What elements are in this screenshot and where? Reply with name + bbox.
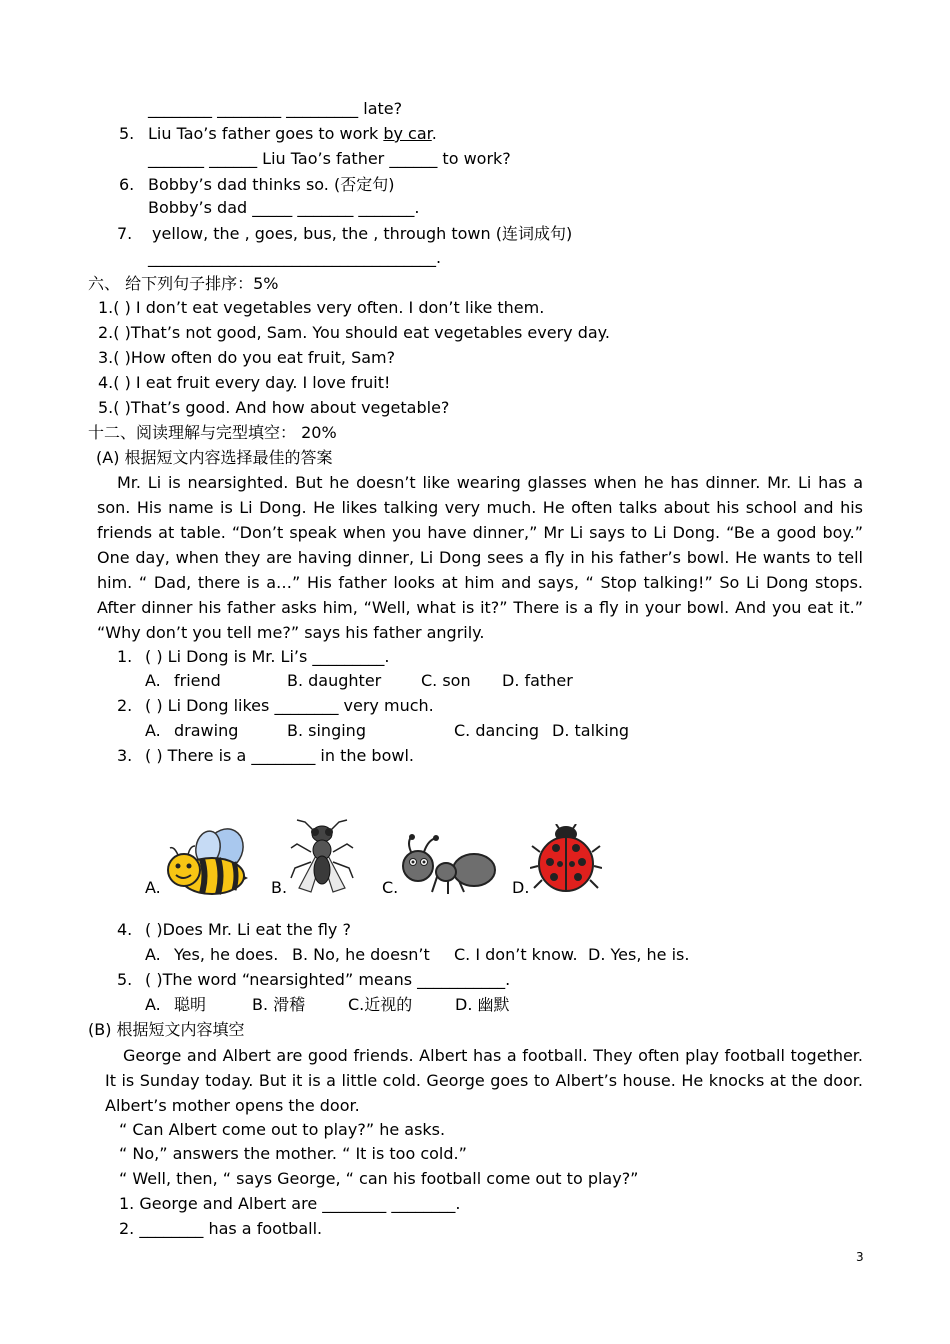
option-a-label: A. [145, 721, 161, 740]
q5-number: 5. [119, 124, 135, 143]
q5-end: . [431, 124, 437, 143]
option-d: D. Yes, he is. [588, 945, 690, 964]
question-number: 2. [117, 696, 133, 715]
dialogue-line: “ No,” answers the mother. “ It is too cold.” [119, 1144, 467, 1163]
order-item: 2.( )That’s not good, Sam. You should eat vegetables every day. [98, 323, 610, 342]
part-a-passage: Mr. Li is nearsighted. But he doesn’t like wearing glasses when he has dinner. Mr. Li has a son. His name is Li Dong. He likes talking very much. He often talks about his school and his friends at table. “Don’t speak when you have dinner,” Mr Li says to Li Dong. “Be a good boy.” One day, when they are having dinner, Li Dong sees a fly in his father’s bowl. He wants to tell him. “ Dad, there is a…” His father looks at him and says, “ Stop talking!” So Li Dong stops. After dinner his father asks him, “Well, what is it?” There is a fly in your bowl. And you eat it.” “Why don’t you tell me?” says his father angrily. [97, 473, 863, 642]
option-a: drawing [174, 721, 239, 740]
page-number: 3 [856, 1250, 864, 1264]
part-b-title: (B) 根据短文内容填空 [88, 1020, 245, 1039]
dialogue-line: “ Well, then, “ says George, “ can his football come out to play?” [119, 1169, 639, 1188]
question-stem: ( ) There is a ________ in the bowl. [145, 746, 414, 765]
picture-label-a: A. [145, 878, 161, 897]
option-c: C. son [421, 671, 471, 690]
q5-text: Liu Tao’s father goes to work [148, 124, 384, 143]
question-number: 5. [117, 970, 133, 989]
option-c: C. dancing [454, 721, 539, 740]
question-number: 3. [117, 746, 133, 765]
dialogue-line: “ Can Albert come out to play?” he asks. [119, 1120, 446, 1139]
picture-label-b: B. [271, 878, 288, 897]
question-number: 1. [117, 647, 133, 666]
option-b: B. daughter [287, 671, 382, 690]
option-a: Yes, he does. [174, 945, 279, 964]
option-d: D. talking [552, 721, 630, 740]
fly-icon [287, 818, 357, 898]
question-stem: ( ) Li Dong likes ________ very much. [145, 696, 434, 715]
q5-underlined: by car [383, 124, 432, 143]
option-c: C.近视的 [348, 995, 413, 1014]
section-6-heading: 六、 给下列句子排序：5% [88, 274, 279, 293]
ladybug-icon [530, 824, 602, 896]
q6-number: 6. [119, 175, 135, 194]
question-stem: ( )Does Mr. Li eat the fly ? [145, 920, 351, 939]
order-item: 4.( ) I eat fruit every day. I love fruit! [98, 373, 391, 392]
option-b: B. singing [287, 721, 366, 740]
q7-answer-line: ____________________________________. [148, 248, 442, 267]
q7-number: 7. [117, 224, 133, 243]
option-a: friend [174, 671, 221, 690]
picture-label-c: C. [382, 878, 399, 897]
option-b: B. 滑稽 [252, 995, 306, 1014]
question-stem: ( ) Li Dong is Mr. Li’s _________. [145, 647, 390, 666]
option-c: C. I don’t know. [454, 945, 578, 964]
question-number: 4. [117, 920, 133, 939]
q4-answer-line: ________ ________ _________ late? [148, 99, 403, 118]
option-a: 聪明 [174, 995, 207, 1014]
part-b-passage: George and Albert are good friends. Albert has a football. They often play football together. It is Sunday today. But it is a little cold. George goes to Albert’s house. He knocks at the door. Albert’s mother opens the door. [105, 1046, 863, 1115]
option-a-label: A. [145, 671, 161, 690]
bee-icon [162, 826, 248, 896]
option-b: B. No, he doesn’t [292, 945, 430, 964]
option-a-label: A. [145, 945, 161, 964]
order-item: 3.( )How often do you eat fruit, Sam? [98, 348, 396, 367]
q6-answer-line: Bobby’s dad _____ _______ _______. [148, 198, 420, 217]
order-item: 5.( )That’s good. And how about vegetable? [98, 398, 450, 417]
section-12-heading: 十二、阅读理解与完型填空： 20% [88, 423, 337, 442]
order-item: 1.( ) I don’t eat vegetables very often. I don’t like them. [98, 298, 545, 317]
option-d: D. father [502, 671, 573, 690]
q5-sentence [148, 124, 437, 144]
q6-sentence: Bobby’s dad thinks so. (否定句) [148, 175, 395, 194]
question-stem: ( )The word “nearsighted” means ___________. [145, 970, 511, 989]
ant-icon [398, 834, 498, 896]
fill-question: 2. ________ has a football. [119, 1219, 323, 1238]
q7-sentence: yellow, the , goes, bus, the , through town (连词成句) [152, 224, 573, 243]
option-d: D. 幽默 [455, 995, 510, 1014]
q5-answer-line: _______ ______ Liu Tao’s father ______ to work? [148, 149, 511, 168]
part-a-title: (A) 根据短文内容选择最佳的答案 [96, 448, 333, 467]
picture-label-d: D. [512, 878, 530, 897]
option-a-label: A. [145, 995, 161, 1014]
fill-question: 1. George and Albert are ________ ________. [119, 1194, 461, 1213]
